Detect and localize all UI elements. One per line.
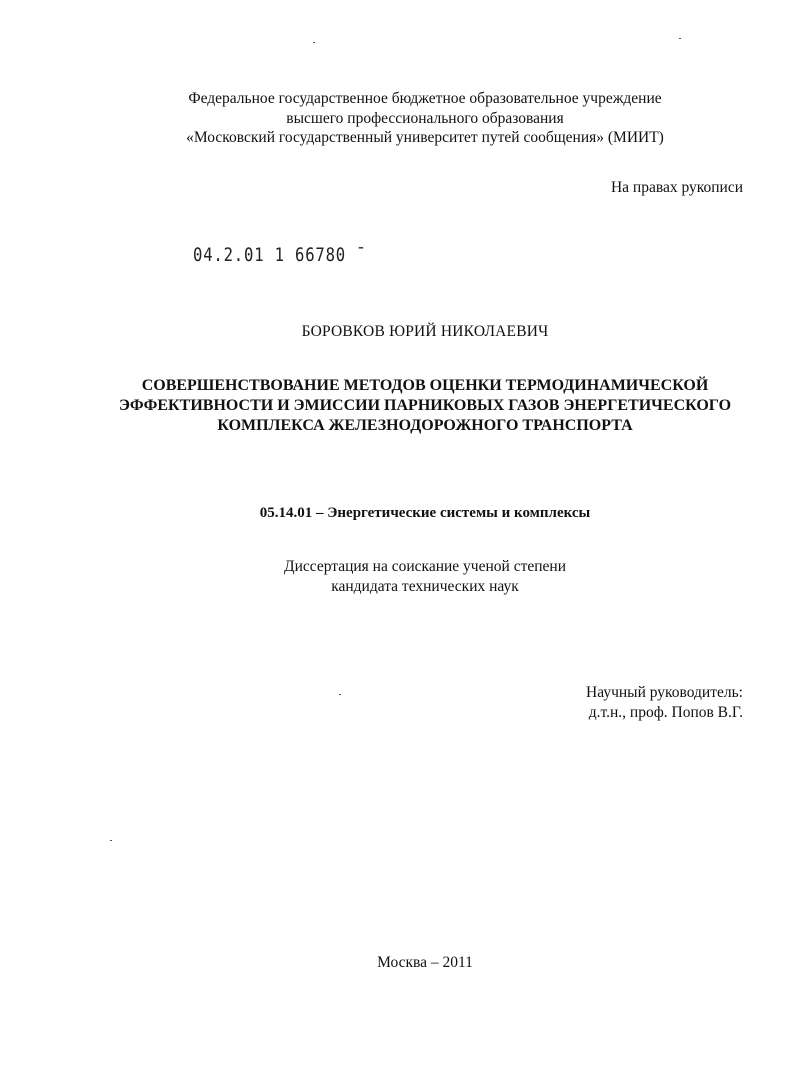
- institution-line-3: «Московский государственный университет путей сообщения» (МИИТ): [186, 129, 664, 146]
- specialty-code: 05.14.01 – Энергетические системы и комплексы: [259, 505, 591, 521]
- degree-line-1: Диссертация на соискание ученой степени: [284, 558, 566, 575]
- degree-line-2: кандидата технических наук: [331, 578, 519, 595]
- title-line-3: КОМПЛЕКСА ЖЕЛЕЗНОДОРОЖНОГО ТРАНСПОРТА: [217, 417, 633, 434]
- institution-line-2: высшего профессионального образования: [286, 109, 564, 127]
- city-year: Москва – 2011: [377, 954, 473, 971]
- title-line-2: ЭФФЕКТИВНОСТИ И ЭМИССИИ ПАРНИКОВЫХ ГАЗОВ ЭНЕРГЕТИЧЕСКОГО: [118, 397, 732, 414]
- degree-statement: [100, 557, 750, 597]
- scan-speck: [110, 840, 112, 841]
- scan-speck: [679, 38, 681, 39]
- supervisor-block: [586, 683, 743, 723]
- library-stamp-number: 04.2.01 1 66780 ˉ: [193, 244, 367, 266]
- institution-header: [100, 89, 750, 148]
- institution-line-1: Федеральное государственное бюджетное образовательное учреждение: [188, 90, 662, 107]
- scan-speck: [339, 694, 341, 695]
- supervisor-name: д.т.н., проф. Попов В.Г.: [588, 704, 743, 721]
- supervisor-label: Научный руководитель:: [586, 684, 743, 701]
- rights-note: На правах рукописи: [610, 179, 743, 196]
- dissertation-title: [100, 376, 750, 436]
- title-line-1: СОВЕРШЕНСТВОВАНИЕ МЕТОДОВ ОЦЕНКИ ТЕРМОДИНАМИЧЕСКОЙ: [141, 377, 709, 394]
- scan-speck: [313, 42, 315, 43]
- author-name: БОРОВКОВ ЮРИЙ НИКОЛАЕВИЧ: [301, 323, 549, 340]
